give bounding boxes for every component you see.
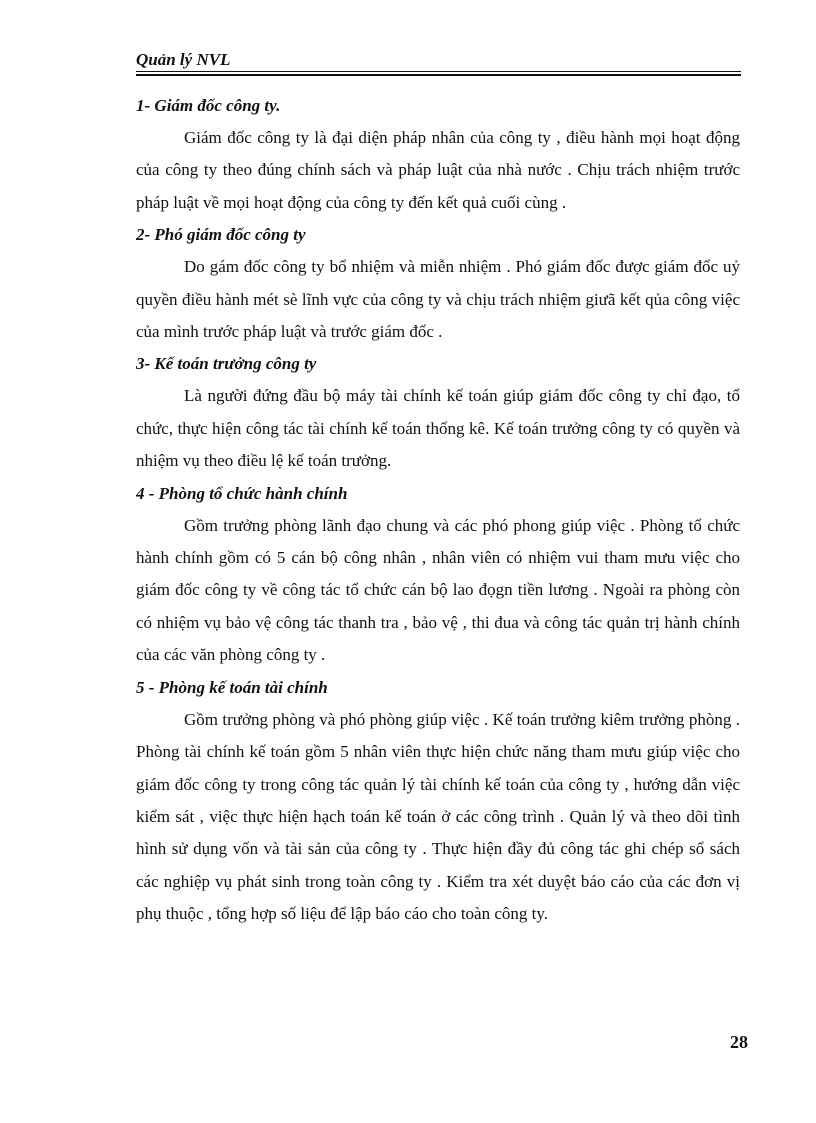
section-body: Là người đứng đầu bộ máy tài chính kế toán giúp giám đốc công ty chỉ đạo, tổ chức, thực hiện công tác tài chính kế toán thống kê. Kế toán trưởng công ty có quyền và nhiệm vụ theo điều lệ kế toán trưởng. <box>136 386 740 471</box>
section-heading: 5 - Phòng kế toán tài chính <box>136 677 328 697</box>
section-giam-doc <box>136 90 740 219</box>
header-rule-thick <box>136 74 741 76</box>
section-heading: 1- Giám đốc công ty. <box>136 96 281 115</box>
section-ke-toan-truong <box>136 348 740 477</box>
section-body: Do gám đốc công ty bổ nhiệm và miễn nhiệm . Phó giám đốc được giám đốc uỷ quyền điều hành mét sè lĩnh vực của công ty và chịu trách nhiệm giưã kết qủa công việc của mình trước pháp luật và trước giám đốc . <box>136 257 740 342</box>
page-content <box>136 90 740 931</box>
section-body: Gồm trưởng phòng lãnh đạo chung và các phó phong giúp việc . Phòng tổ chức hành chính gồm có 5 cán bộ công nhân , nhân viên có nhiệm vui tham mưu việc cho giám đốc công ty về công tác tổ chức cán bộ lao đọgn tiền lương . Ngoài ra phòng còn có nhiệm vụ bảo vệ công tác thanh tra , bảo vệ , thi đua và công tác quản trị hành chính của các văn phòng công ty . <box>136 515 740 665</box>
section-heading: 2- Phó giám đốc công ty <box>136 225 306 245</box>
section-body: Gồm trưởng phòng và phó phòng giúp việc . Kế toán trưởng kiêm trưởng phòng . Phòng tài chính kế toán gồm 5 nhân viên thực hiện chức năng tham mưu giúp việc cho giám đốc công ty trong công tác quản lý tài chính kế toán của công ty , hướng dẫn việc kiểm sát , việc thực hiện hạch toán kế toán ở các công trình . Quản lý và theo dõi tình hình sử dụng vốn và tài sản của công ty . Thực hiện đầy đủ công tác ghi chép sổ sách các nghiệp vụ phát sinh trong toàn công ty . Kiểm tra xét duyệt báo cáo của các đơn vị phụ thuộc , tổng hợp số liệu để lập báo cáo cho toàn công ty. <box>136 709 740 924</box>
page-number: 28 <box>730 1032 748 1052</box>
section-phong-ke-toan <box>136 672 740 931</box>
section-pho-giam-doc <box>136 219 740 348</box>
section-phong-to-chuc <box>136 478 740 672</box>
header-rule-thin <box>136 71 741 72</box>
section-heading: 3- Kế toán trưởng công ty <box>136 354 317 374</box>
section-heading: 4 - Phòng tổ chức hành chính <box>136 483 348 503</box>
header-title: Quản lý NVL <box>136 50 231 69</box>
page-header <box>136 50 741 70</box>
section-body: Giám đốc công ty là đại diện pháp nhân của công ty , điều hành mọi hoạt động của công ty theo đúng chính sách và pháp luật của nhà nước . Chịu trách nhiệm trước pháp luật về mọi hoạt động của công ty đến kết quả cuối cùng . <box>136 128 740 212</box>
